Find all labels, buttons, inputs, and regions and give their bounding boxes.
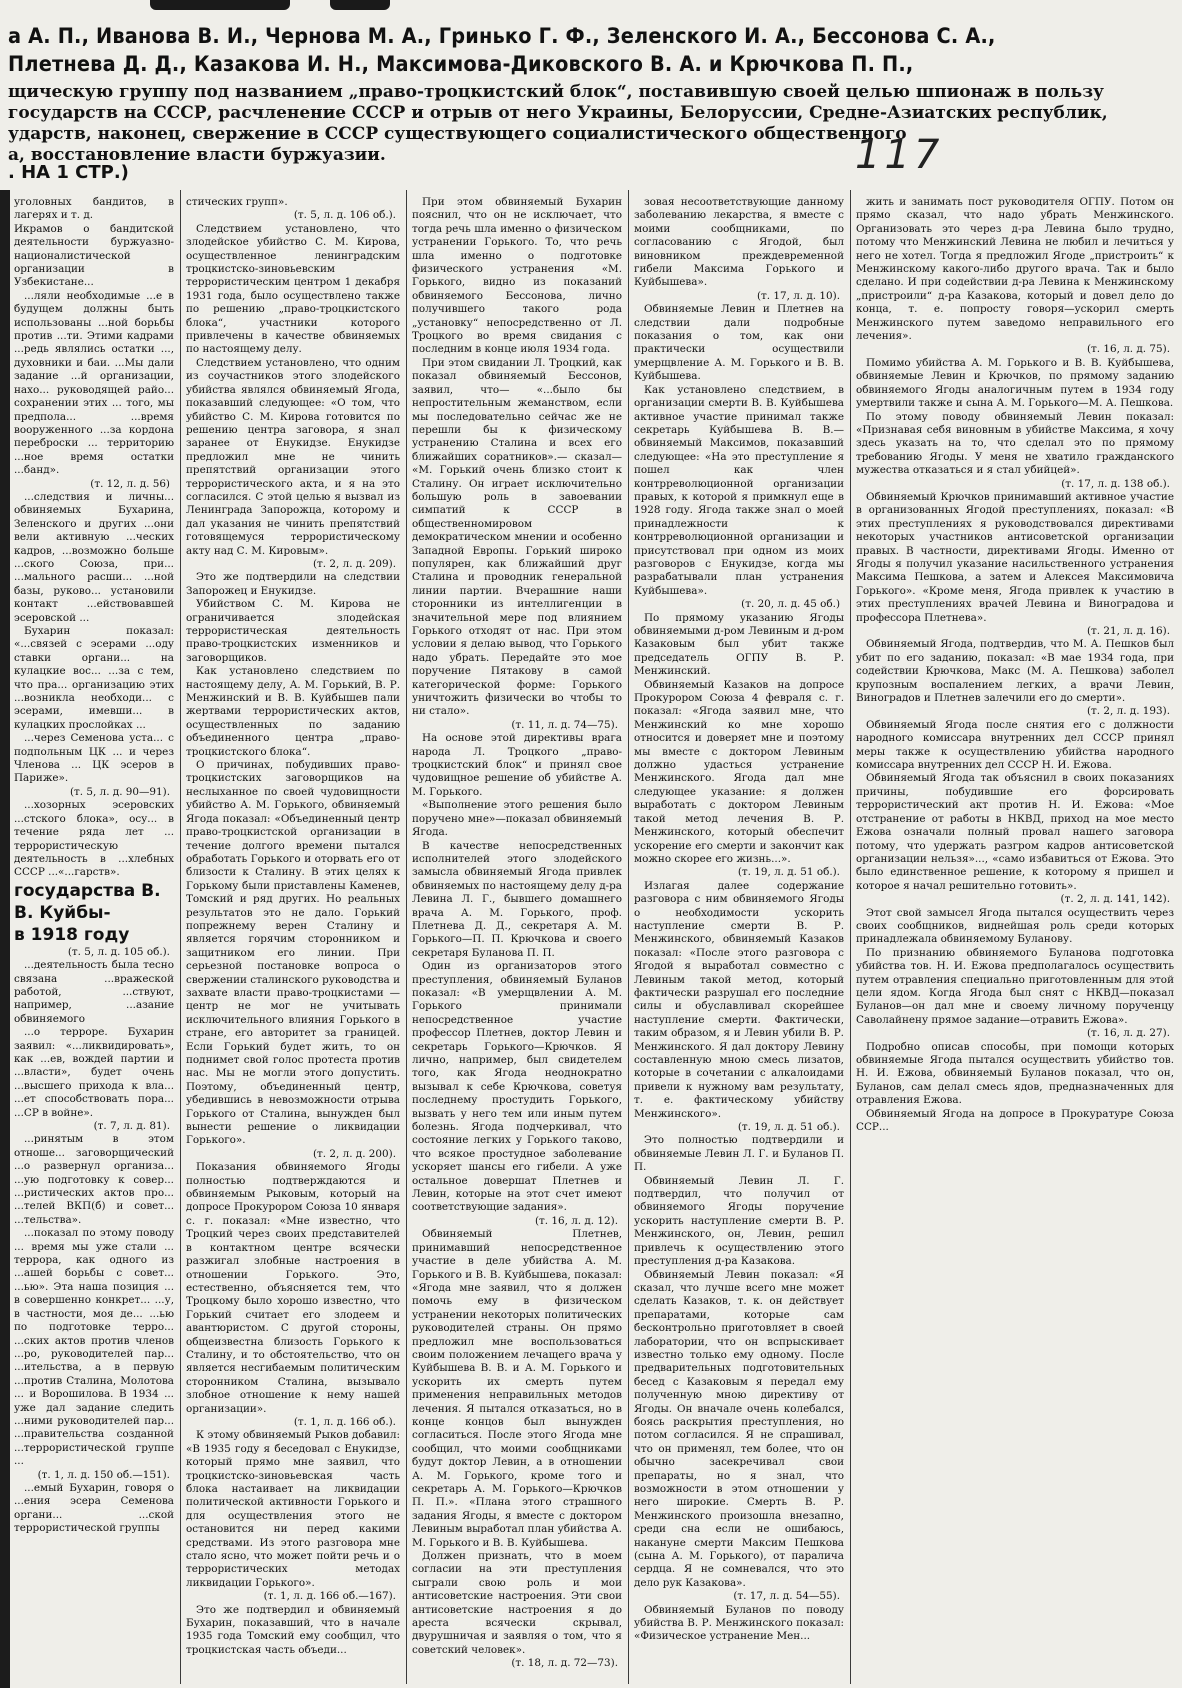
paragraph: Обвиняемый Ягода так объяснил в своих показаниях причины, побудившие его форсировать террористический акт против Н. И. Ежова: «Мое отстранение от работы в НКВД, приход на мое место Ежова означали полный провал нашего заговора потому, что удержать разгром кадров антисоветской организации нельзя»..., «само избавиться от Ежова. Это было единственное решение, к которому я пришел и которое я начал решительно готовить». — [856, 772, 1174, 892]
paragraph: ...ринятым в этом отноше... заговорщический ...о развернул организа... ...ую подготовку к совер... ...ристических актов про... ...телей ВКП(б) и совет... ...тельства». — [14, 1133, 174, 1226]
paragraph: По признанию обвиняемого Буланова подготовка убийства тов. Н. И. Ежова предполагалось осуществить путем отравления специально приготовленным для этой цели ядом. Когда Ягода был снят с НКВД—показал Буланов—он дал мне и своему личному порученцу Саволайнену прямое задание—отравить Ежова». — [856, 946, 1174, 1026]
lead-line: ударств, наконец, свержение в СССР существующего социалистического общественного — [8, 124, 907, 144]
citation-ref: (т. 2, л. д. 193). — [1086, 705, 1170, 718]
lead-line: щическую группу под названием „право-троцкистский блок“, поставившую своей целью шпионаж в пользу — [8, 82, 1104, 102]
paragraph: Как установлено следствием, в организации смерти В. В. Куйбышева активное участие принимал также секретарь Куйбышева В. В.—обвиняемый Максимов, показавший следующее: «На это преступление я пошел как член контрреволюционной организации правых, к которой я примкнул еще в 1928 году. Ягода также знал о моей принадлежности к контрреволюционной организации и присутствовал при одном из моих разговоров с Енукидзе, когда мы разрабатывали план устранения Куйбышева». — [634, 383, 844, 597]
article-column-4 — [634, 196, 844, 1684]
paragraph: Этот свой замысел Ягода пытался осуществить через своих сообщников, виднейшая роль среди которых принадлежала обвиняемому Буланову. — [856, 906, 1174, 946]
citation-ref: (т. 18, л. д. 72—73). — [511, 1657, 618, 1670]
paragraph: Обвиняемый Ягода на допросе в Прокуратуре Союза ССР... — [856, 1107, 1174, 1134]
paragraph: В качестве непосредственных исполнителей этого злодейского замысла обвиняемый Ягода привлек обвиняемых по настоящему делу д-ра Левина Л. Г., бывшего домашнего врача А. М. Горького, проф. Плетнева Д. Д., секретаря А. М. Горького—П. П. Крючкова и своего секретаря Буланова П. П. — [412, 839, 622, 959]
citation-ref: (т. 17, л. д. 138 об.). — [1061, 477, 1170, 490]
paragraph: Обвиняемый Крючков принимавший активное участие в организованных Ягодой преступлениях, показал: «В этих преступлениях я руководствовался директивами некоторых участников антисоветской организации правых. В частности, директивами Ягоды. Именно от Ягоды я получил указание насильственного устранения Максима Пешкова, а затем и Алексея Максимовича Горького». «Кроме меня, Ягода привлек к участию в этих преступлениях врачей Левина и Виноградова и профессора Плетнева». — [856, 490, 1174, 624]
paragraph: Икрамов о бандитской деятельности буржуазно-националистической организации в Узбекистане... — [14, 222, 174, 289]
paragraph: «Выполнение этого решения было поручено мне»—показал обвиняемый Ягода. — [412, 799, 622, 839]
paragraph: ...деятельность была тесно связана ...вражеской работой, ...ствуют, например, ...азание обвиняемого — [14, 959, 174, 1025]
paragraph: Обвиняемый Ягода, подтвердив, что М. А. Пешков был убит по его заданию, показал: «В мае 1934 года, при содействии Крючкова, Макс (М. А. Пешкова) заболел крупозным воспалением легких, а врачи Левин, Виноградов и Плетнев залечили его до смерти». — [856, 638, 1174, 705]
paragraph: Бухарин показал: «...связей с эсерами ...оду ставки органи... на кулацкие вос... ...за с тем, что пра... организацию этих ...возникла необходи... с эсерами, имевши... в кулацких прослойках ... — [14, 625, 174, 731]
paragraph: ...через Семенова уста... с подпольным ЦК ... и через Членова ... ЦК эсеров в Париже». — [14, 732, 174, 785]
paragraph: Убийством С. М. Кирова не ограничивается злодейская террористическая деятельность право-троцкистских изменников и заговорщиков. — [186, 598, 400, 664]
citation-ref: (т. 19, л. д. 51 об.). — [737, 866, 840, 879]
lead-line: государств на СССР, расчленение СССР и отрыв от него Украины, Белоруссии, Средне-Азиатских республик, — [8, 103, 1108, 123]
paragraph: При этом свидании Л. Троцкий, как показал обвиняемый Бессонов, заявил, что— «...было бы непростительным жеманством, если мы последовательно сейчас же не перешли бы к физическому устранению Сталина и всех его ближайших соратников».— сказал— «М. Горький очень близко стоит к Сталину. Он играет исключительно большую роль в завоевании симпатий к СССР в общественномировом демократическом мнении и особенно Западной Европы. Горький широко популярен, как ближайший друг Сталина и проводник генеральной линии партии. Вчерашние наши сторонники из интеллигенции в значительной мере под влиянием Горького отходят от нас. При этом условии я делаю вывод, что Горького надо убрать. Передайте это мое поручение Пятакову в самой категорической форме: Горького уничтожить физически во чтобы то ни стало». — [412, 356, 622, 718]
paragraph: По этому поводу обвиняемый Левин показал: «Признавая себя виновным в убийстве Максима, я хочу здесь указать на то, что сделал это по прямому требованию Ягоды. У меня не хватило гражданского мужества отказаться и я стал убийцей». — [856, 410, 1174, 477]
article-column-5 — [856, 196, 1174, 1684]
paragraph: Обвиняемые Левин и Плетнев на следствии дали подробные показания о том, как они практически осуществили умерщвление А. М. Горького и В. В. Куйбышева. — [634, 303, 844, 383]
paragraph: Как установлено следствием по настоящему делу, А. М. Горький, В. Р. Менжинский и В. В. Куйбышев пали жертвами террористических актов, осуществленных по заданию объединенного центра „право-троцкистского блока“. — [186, 665, 400, 758]
lead-paragraph — [8, 82, 1174, 166]
citation-ref: (т. 19, л. д. 51 об.). — [737, 1121, 840, 1134]
article-column-3 — [412, 196, 622, 1684]
citation-ref: (т. 1, л. д. 166 об.). — [293, 1415, 396, 1428]
citation-ref: (т. 17, л. д. 54—55). — [733, 1590, 840, 1603]
column-rule — [850, 190, 851, 1684]
paragraph: ...ляли необходимые ...е в будущем должны быть использованы ...ной борьбы против ...ти. Этими кадрами ...редь являлись остатки ..., духовники и баи. ...Мы дали задание ...й организации, нахо... руководящей райо... сохранении этих ... того, мы предпола... ...время вооруженного ...за кордона переброски ... территорию ...ное время остатки ...банд». — [14, 289, 174, 477]
paragraph: Это же подтвердили на следствии Запорожец и Енукидзе. — [186, 571, 400, 597]
continuation-note: . НА 1 СТР.) — [8, 162, 129, 183]
paragraph: ...показал по этому поводу ... время мы уже стали ... террора, как одного из ...ашей борьбы с совет... ...ью». Эта наша позиция ... в совершенно конкрет... ...у, в частности, моя де... ...ью по подготовке терро... ...ских актов против членов ...ро, руководителей пар... ...ительства, а в первую ...против Сталина, Молотова ... и Ворошилова. В 1934 ... уже дал задание следить ...ними руководителей пар... ...правительства созданной ...террористической группе ... — [14, 1227, 174, 1468]
torn-left-edge — [0, 190, 10, 1688]
column-rule — [180, 190, 181, 1684]
paragraph: жить и занимать пост руководителя ОГПУ. Потом он прямо сказал, что надо убрать Менжинского. Организовать это через д-ра Левина было трудно, потому что Менжинский Левина не любил и лечиться у него не хотел. Тогда я предложил Ягоде „пристроить“ к Менжинскому какого-либо другого врача. Так и было сделано. И при содействии д-ра Левина к Менжинскому „пристроили“ д-ра Казакова, который и довел дело до конца, т. е. попросту говоря—ускорил смерть Менжинского путем заведомо неправильного его лечения». — [856, 196, 1174, 343]
citation-ref: (т. 12, л. д. 56) — [90, 477, 170, 490]
article-column-1 — [14, 196, 174, 1684]
citation-ref: (т. 16, л. д. 75). — [1086, 343, 1170, 356]
paragraph: ...емый Бухарин, говоря о ...ения эсера Семенова органи... ...ской террористической группы — [14, 1481, 174, 1535]
paragraph: Один из организаторов этого преступления, обвиняемый Буланов показал: «В умерщвлении А. М. Горького принимали непосредственное участие профессор Плетнев, доктор Левин и секретарь Горького—Крючков. Я лично, например, был свидетелем того, как Ягода неоднократно вызывал к себе Крючкова, советуя последнему простудить Горького, вызвать у него тем или иным путем болезнь. Ягода подчеркивал, что состояние легких у Горького таково, что всякое простудное заболевание ускоряет шансы его гибели. А уже остальное довершат Плетнев и Левин, которые на этот счет имеют соответствующие задания». — [412, 960, 622, 1214]
citation-ref: (т. 2, л. д. 200). — [312, 1147, 396, 1160]
names-line: а А. П., Иванова В. И., Чернова М. А., Гринько Г. Ф., Зеленского И. А., Бессонова С. А., — [8, 24, 996, 48]
paragraph: На основе этой директивы врага народа Л. Троцкого „право-троцкистский блок“ и принял свое чудовищное решение об убийстве А. М. Горького. — [412, 732, 622, 798]
paragraph: ...следствия и личны... обвиняемых Бухарина, Зеленского и других ...они вели активную ...ческих кадров, ...возможно больше ...ского Союза, при... ...мального расши... ...ной базы, руково... установили контакт ...ействовавшей эсеровской ... — [14, 490, 174, 624]
citation-ref: (т. 16, л. д. 12). — [534, 1214, 618, 1227]
paragraph: Это же подтвердил и обвиняемый Бухарин, показавший, что в начале 1935 года Томский ему сообщил, что троцкистская часть объеди... — [186, 1603, 400, 1656]
paragraph: Должен признать, что в моем согласии на эти преступления сыграли свою роль и мои антисоветские настроения. Эти свои антисоветские настроения я до ареста всячески скрывал, двурушничая и заявляя о том, что я советский человек». — [412, 1550, 622, 1656]
paragraph: Обвиняемый Ягода после снятия его с должности народного комиссара внутренних дел СССР принял меры также к осуществлению убийства народного комиссара внутренних дел СССР Н. И. Ежова. — [856, 718, 1174, 772]
paragraph: Излагая далее содержание разговора с ним обвиняемого Ягоды о необходимости ускорить наступление смерти В. Р. Менжинского, обвиняемый Казаков показал: «После этого разговора с Ягодой я выработал совместно с Левиным такой метод, который фактически разрушал его последние силы и обуславливал скорейшее наступление смерти. Фактически, таким образом, я и Левин убили В. Р. Менжинского. Я дал доктору Левину составленную мною смесь лизатов, которые в сочетании с алкалоидами привели к нужному вам результату, т. е. фактическому убийству Менжинского». — [634, 879, 844, 1120]
paragraph: О причинах, побудивших право-троцкистских заговорщиков на неслыханное по своей чудовищности убийство А. М. Горького, обвиняемый Ягода показал: «Объединенный центр право-троцкистской организации в течение долгого времени пытался обработать Горького и оторвать его от близости к Сталину. В этих целях к Горькому были приставлены Каменев, Томский и ряд других. Но реальных результатов это не дало. Горький попрежнему верен Сталину и является горячим сторонником и защитником его линии. При серьезной постановке вопроса о свержении сталинского руководства и захвате власти право-троцкистами — центр не мог не учитывать исключительного влияния Горького в стране, его авторитет за границей. Если Горький будет жить, то он поднимет свой голос протеста против нас. Мы не могли этого допустить. Поэтому, объединенный центр, убедившись в невозможности отрыва Горького от Сталина, вынужден был вынести решение о ликвидации Горького». — [186, 759, 400, 1147]
paragraph: стических групп». — [186, 196, 288, 208]
paragraph: Это полностью подтвердили и обвиняемые Левин Л. Г. и Буланов П. П. — [634, 1134, 844, 1174]
column-rule — [406, 190, 407, 1684]
paragraph: зовая несоответствующие данному заболеванию лекарства, я вместе с моими сообщниками, по согласованию с Ягодой, был виновником преждевременной гибели Максима Горького и Куйбышева». — [634, 196, 844, 289]
paragraph: ...о терроре. Бухарин заявил: «...ликвидировать», как ...ев, вождей партии и ...власти», будет очень ...высшего прихода к вла... ...ет способствовать пора... ...СР в войне». — [14, 1026, 174, 1119]
column-heading: государства В. В. Куйбы- — [14, 880, 161, 923]
paragraph: К этому обвиняемый Рыков добавил: «В 1935 году я беседовал с Енукидзе, который прямо мне заявил, что троцкистско-зиновьевская часть блока настаивает на ликвидации политической активности Горького и для осуществления этого не остановится ни перед какими средствами. Из этого разговора мне стало ясно, что может пойти речь и о террористических методах ликвидации Горького». — [186, 1429, 400, 1589]
names-line: Плетнева Д. Д., Казакова И. Н., Максимова-Диковского В. А. и Крючкова П. П., — [8, 52, 914, 76]
paragraph: Обвиняемый Левин показал: «Я сказал, что лучше всего мне может сделать Казаков, т. к. он действует препаратами, которые сам бесконтрольно приготовляет в своей лаборатории, что он вспрыскивает известно только ему одному. После предварительных подготовительных бесед с Казаковым я передал ему полученную мною директиву от Ягоды. Он вначале очень колебался, боясь раскрытия преступления, но потом согласился. Я не спрашивал, что он применял, тем более, что он обычно засекречивал свои препараты, но я знал, что возможности в этом отношении у него широкие. Смерть В. Р. Менжинского произошла внезапно, среди сна если не ошибаюсь, накануне смерти Максим Пешкова (сына А. М. Горького), от паралича сердца. Я не сомневался, что это дело рук Казакова». — [634, 1268, 844, 1589]
paragraph: Обвиняемый Казаков на допросе Прокурором Союза 4 февраля с. г. показал: «Ягода заявил мне, что Менжинский ко мне хорошо относится и доверяет мне и поэтому мы вместе с доктором Левиным должно удасться устранение Менжинского. Ягода дал мне следующее указание: я должен выработать с доктором Левиным такой метод лечения В. Р. Менжинского, который обеспечит ускорение его смерти и закончит как можно скорее его жизнь...». — [634, 678, 844, 865]
paragraph: Помимо убийства А. М. Горького и В. В. Куйбышева, обвиняемые Левин и Крючков, по прямому заданию обвиняемого Ягоды аналогичным путем в 1934 году умертвили также и сына А. М. Горького—М. А. Пешкова. — [856, 356, 1174, 410]
citation-ref: (т. 5, л. д. 106 об.). — [293, 209, 396, 222]
handwritten-page-number: 117 — [855, 132, 944, 178]
citation-ref: (т. 21, л. д. 16). — [1086, 625, 1170, 637]
citation-ref: (т. 16, л. д. 27). — [1086, 1027, 1170, 1040]
citation-ref: (т. 2, л. д. 141, 142). — [1060, 893, 1170, 906]
paragraph: Следствием установлено, что одним из соучастников этого злодейского убийства являлся обвиняемый Ягода, показавший следующее: «О том, что убийство С. М. Кирова готовится по решению центра заговора, я знал заранее от Енукидзе. Енукидзе предложил мне не чинить препятствий организации этого террористического акта, и я на это согласился. С этой целью я вызвал из Ленинграда Запорожца, которому и дал указания не чинить препятствий готовящемуся террористическому акту над С. М. Кировым». — [186, 356, 400, 557]
citation-ref: (т. 5, л. д. 90—91). — [69, 785, 170, 798]
citation-ref: (т. 17, л. д. 10). — [756, 289, 840, 302]
defendants-names — [8, 22, 1081, 78]
citation-ref: (т. 2, л. д. 209). — [312, 557, 396, 570]
paragraph: Подробно описав способы, при помощи которых обвиняемые Ягода пытался осуществить убийство тов. Н. И. Ежова, обвиняемый Буланов показал, что он, Буланов, сам делал смесь ядов, предназначенных для отравления Ежова. — [856, 1040, 1174, 1107]
column-heading: в 1918 году — [14, 924, 130, 945]
paragraph: Обвиняемый Буланов по поводу убийства В. Р. Менжинского показал: «Физическое устранение Мен... — [634, 1603, 844, 1643]
paragraph: Обвиняемый Плетнев, принимавший непосредственное участие в деле убийства А. М. Горького и В. В. Куйбышева, показал: «Ягода мне заявил, что я должен помочь ему в физическом устранении некоторых политических руководителей страны. Он прямо предложил мне воспользоваться своим положением лечащего врача у Куйбышева В. В. и А. М. Горького и ускорить их смерть путем применения неправильных методов лечения. Я пытался отказаться, но в конце концов был вынужден согласиться. После этого Ягода мне сообщил, что моими сообщниками будут доктор Левин, а в отношении А. М. Горького, кроме того и секретарь А. М. Горького—Крючков П. П.». «Плана этого страшного задания Ягоды, я вместе с доктором Левиным выработал план убийства А. М. Горького и В. В. Куйбышева. — [412, 1228, 622, 1549]
citation-ref: (т. 20, л. д. 45 об.) — [741, 598, 840, 611]
article-column-2 — [186, 196, 400, 1684]
paragraph: При этом обвиняемый Бухарин пояснил, что он не исключает, что тогда речь шла именно о физическом устранении Горького. То, что речь шла именно о подготовке физического устранения «М. Горького, видно из показаний обвиняемого Бессонова, лично получившего такого рода „установку“ непосредственно от Л. Троцкого во время свидания с последним в конце июля 1934 года. — [412, 196, 622, 356]
lead-line: а, восстановление власти буржуазии. — [8, 145, 386, 165]
citation-ref: (т. 5, л. д. 105 об.). — [67, 945, 170, 958]
paragraph: Показания обвиняемого Ягоды полностью подтверждаются и обвиняемым Рыковым, который на допросе Прокурором Союза 10 января с. г. показал: «Мне известно, что Троцкий через своих представителей в контактном центре всячески разжигал злобные настроения в отношении Горького. Это, естественно, объясняется тем, что Троцкому было хорошо известно, что Горький считает его злодеем и авантюристом. С другой стороны, общеизвестна близость Горького к Сталину, и то обстоятельство, что он является несгибаемым политическим сторонником Сталина, вызывало злобное отношение к нему нашей организации». — [186, 1161, 400, 1415]
citation-ref: (т. 1, л. д. 150 об.—151). — [37, 1468, 170, 1481]
citation-ref: (т. 7, л. д. 81). — [93, 1120, 170, 1132]
column-rule — [628, 190, 629, 1684]
paragraph: По прямому указанию Ягоды обвиняемыми д-ром Левиным и д-ром Казаковым был убит также председатель ОГПУ В. Р. Менжинский. — [634, 611, 844, 678]
paragraph: уголовных бандитов, в лагерях и т. д. — [14, 196, 174, 222]
paragraph: Следствием установлено, что злодейское убийство С. М. Кирова, осуществленное ленинградским троцкистско-зиновьевским террористическим центром 1 декабря 1931 года, было осуществлено также по решению „право-троцкистского блока“, участники которого привлечены в качестве обвиняемых по настоящему делу. — [186, 222, 400, 356]
citation-ref: (т. 11, л. д. 74—75). — [511, 718, 618, 731]
paragraph: Обвиняемый Левин Л. Г. подтвердил, что получил от обвиняемого Ягоды поручение ускорить наступление смерти В. Р. Менжинского, он, Левин, решил привлечь к осуществлению этого преступления д-ра Казакова. — [634, 1174, 844, 1268]
citation-ref: (т. 1, л. д. 166 об.—167). — [263, 1590, 396, 1603]
paragraph: ...хозорных эсеровских ...стского блока», осу... в течение ряда лет ... террористическую деятельность в ...хлебных СССР ...«...гарств». — [14, 799, 174, 879]
